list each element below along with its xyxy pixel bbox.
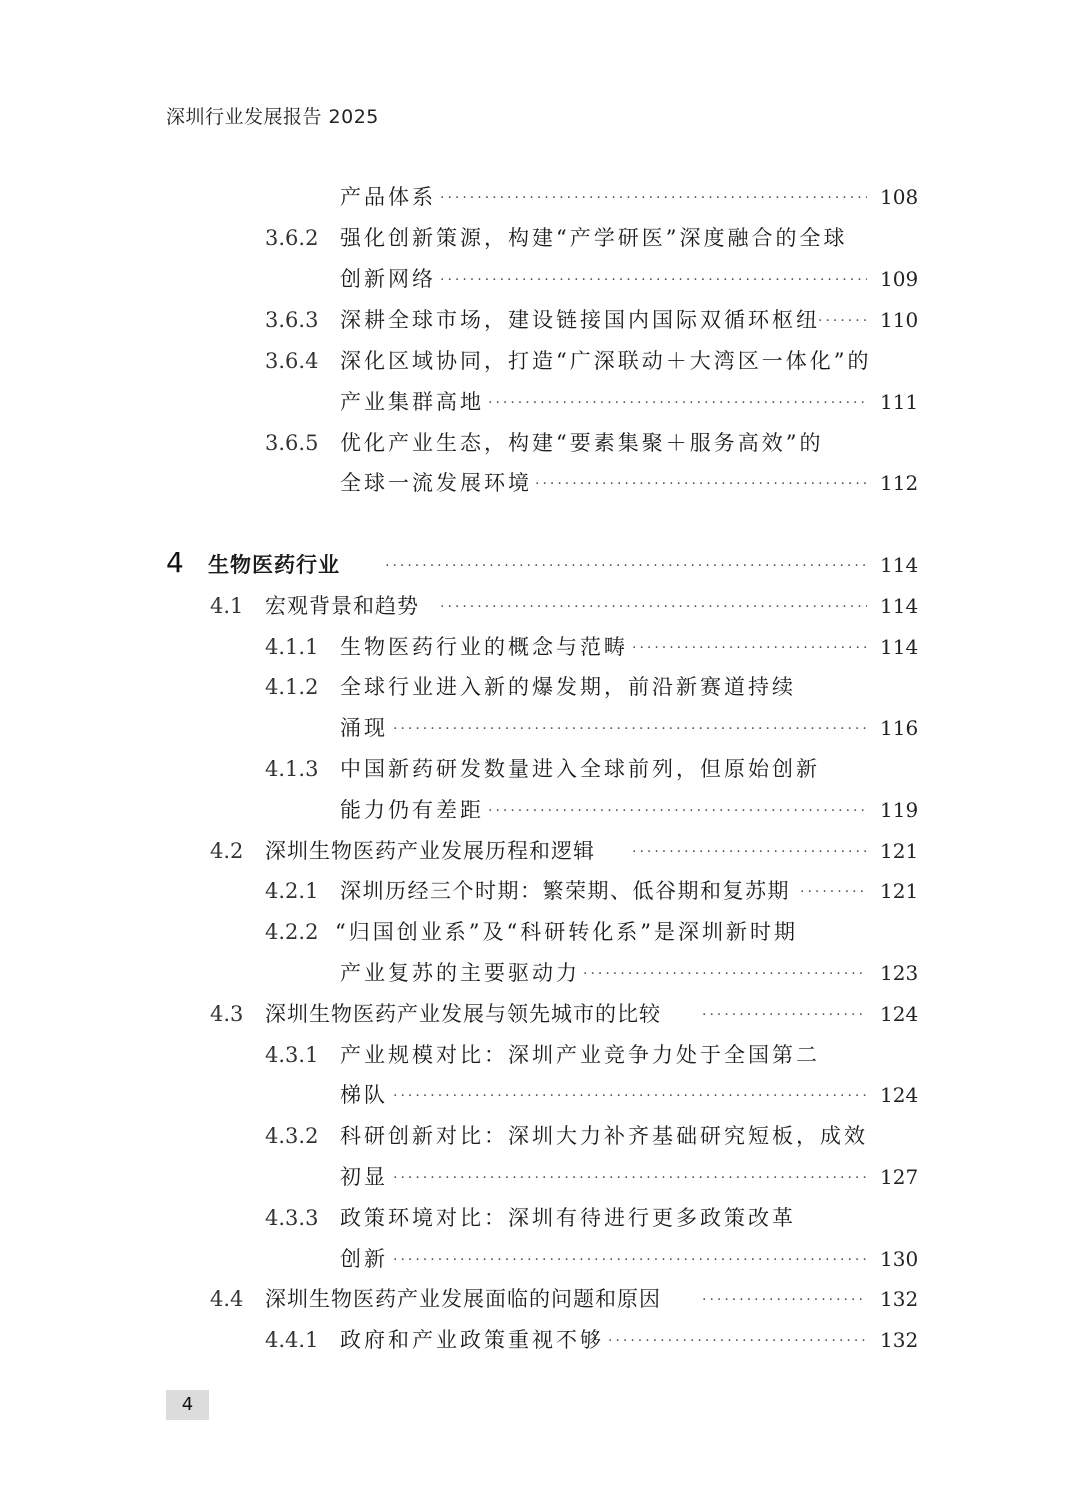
dot-leader — [488, 795, 867, 826]
toc-entry-title: 科研创新对比：深圳大力补齐基础研究短板，成效 — [340, 1124, 868, 1148]
toc-section-number: 4.1.3 — [265, 757, 319, 781]
toc-section-number: 4.2.2 — [265, 920, 319, 944]
toc-section-number: 4.3.1 — [265, 1043, 319, 1067]
toc-entry-continuation — [0, 713, 1080, 743]
toc-entry-title: 宏观背景和趋势 — [265, 594, 419, 618]
toc-chapter-title: 生物医药行业 — [208, 553, 340, 577]
toc-entry-title: 优化产业生态，构建“要素集聚＋服务高效”的 — [340, 431, 824, 455]
toc-entry-3-6-5 — [0, 428, 1080, 458]
toc-entry-title: 产品体系 — [340, 185, 436, 209]
toc-entry-continuation — [0, 1080, 1080, 1110]
toc-page-number: 132 — [880, 1328, 919, 1352]
toc-section-number: 3.6.3 — [265, 308, 319, 332]
toc-entry-4-2-1 — [0, 876, 1080, 906]
toc-entry-continuation — [0, 468, 1080, 498]
dot-leader — [632, 836, 867, 867]
toc-entry-4-2-2 — [0, 917, 1080, 947]
toc-page-number: 111 — [880, 390, 919, 414]
toc-page-number: 123 — [880, 961, 919, 985]
dot-leader — [440, 264, 867, 295]
toc-entry-4-4-1 — [0, 1325, 1080, 1355]
toc-page-number: 108 — [880, 185, 919, 209]
toc-section-4-3 — [0, 999, 1080, 1029]
toc-entry-title: 产业复苏的主要驱动力 — [340, 961, 580, 985]
toc-entry-3-6-3 — [0, 305, 1080, 335]
toc-section-4-2 — [0, 836, 1080, 866]
toc-section-number: 4.4 — [210, 1287, 244, 1311]
toc-page-number: 130 — [880, 1247, 919, 1271]
toc-entry-title: 深圳生物医药产业发展历程和逻辑 — [265, 839, 595, 863]
toc-entry-4-3-2 — [0, 1121, 1080, 1151]
toc-entry — [0, 182, 1080, 212]
toc-chapter-number: 4 — [166, 546, 184, 579]
dot-leader — [818, 305, 867, 336]
toc-page-number: 114 — [880, 635, 919, 659]
toc-entry-title: 初显 — [340, 1165, 388, 1189]
running-header: 深圳行业发展报告 2025 — [166, 106, 379, 128]
toc-entry-3-6-4 — [0, 346, 1080, 376]
toc-section-number: 4.1.1 — [265, 635, 319, 659]
toc-section-number: 3.6.2 — [265, 226, 319, 250]
toc-page-number: 114 — [880, 594, 919, 618]
toc-entry-title: 产业集群高地 — [340, 390, 484, 414]
toc-entry-title: 梯队 — [340, 1083, 388, 1107]
toc-section-number: 4.4.1 — [265, 1328, 319, 1352]
dot-leader — [702, 1284, 867, 1315]
dot-leader — [393, 1244, 867, 1275]
toc-entry-title: 深化区域协同，打造“广深联动＋大湾区一体化”的 — [340, 349, 872, 373]
toc-entry-title: 深耕全球市场，建设链接国内国际双循环枢纽 — [340, 308, 820, 332]
dot-leader — [393, 713, 867, 744]
toc-page-number: 124 — [880, 1002, 919, 1026]
toc-page-number: 127 — [880, 1165, 919, 1189]
toc-entry-title: 创新 — [340, 1247, 388, 1271]
toc-entry-title: 深圳生物医药产业发展面临的问题和原因 — [265, 1287, 661, 1311]
toc-entry-continuation — [0, 1244, 1080, 1274]
toc-entry-4-3-3 — [0, 1203, 1080, 1233]
toc-section-4-4 — [0, 1284, 1080, 1314]
toc-entry-continuation — [0, 387, 1080, 417]
toc-entry-title: 生物医药行业的概念与范畴 — [340, 635, 628, 659]
toc-entry-4-1-2 — [0, 672, 1080, 702]
toc-section-number: 4.1.2 — [265, 675, 319, 699]
toc-entry-title: 能力仍有差距 — [340, 798, 484, 822]
toc-section-number: 4.1 — [210, 594, 244, 618]
toc-entry-continuation — [0, 958, 1080, 988]
dot-leader — [393, 1080, 867, 1111]
toc-page-number: 109 — [880, 267, 919, 291]
dot-leader — [488, 387, 867, 418]
toc-entry-continuation — [0, 264, 1080, 294]
toc-section-number: 3.6.5 — [265, 431, 319, 455]
toc-entry-continuation — [0, 795, 1080, 825]
dot-leader — [702, 999, 867, 1030]
toc-section-number: 4.2.1 — [265, 879, 319, 903]
dot-leader — [632, 632, 867, 663]
toc-section-number: 3.6.4 — [265, 349, 319, 373]
toc-section-4-1 — [0, 591, 1080, 621]
dot-leader — [608, 1325, 867, 1356]
toc-entry-4-3-1 — [0, 1040, 1080, 1070]
dot-leader — [393, 1162, 867, 1193]
toc-page-number: 121 — [880, 879, 919, 903]
toc-page-number: 119 — [880, 798, 919, 822]
dot-leader — [583, 958, 867, 989]
dot-leader — [440, 591, 867, 622]
toc-entry-title: 全球行业进入新的爆发期，前沿新赛道持续 — [340, 675, 796, 699]
toc-entry-3-6-2 — [0, 223, 1080, 253]
dot-leader — [800, 876, 867, 907]
toc-entry-title: 中国新药研发数量进入全球前列，但原始创新 — [340, 757, 820, 781]
toc-entry-title: “归国创业系”及“科研转化系”是深圳新时期 — [335, 920, 798, 944]
dot-leader — [440, 182, 867, 213]
page-number: 4 — [166, 1390, 209, 1420]
dot-leader — [385, 550, 867, 581]
toc-entry-title: 政策环境对比：深圳有待进行更多政策改革 — [340, 1206, 796, 1230]
toc-page-number: 124 — [880, 1083, 919, 1107]
toc-section-number: 4.3 — [210, 1002, 244, 1026]
toc-chapter-4 — [0, 546, 1080, 580]
toc-page-number: 112 — [880, 471, 919, 495]
toc-entry-title: 涌现 — [340, 716, 388, 740]
toc-section-number: 4.3.3 — [265, 1206, 319, 1230]
toc-page-number: 110 — [880, 308, 919, 332]
toc-entry-title: 深圳生物医药产业发展与领先城市的比较 — [265, 1002, 661, 1026]
toc-entry-4-1-3 — [0, 754, 1080, 784]
toc-page-number: 121 — [880, 839, 919, 863]
toc-entry-title: 全球一流发展环境 — [340, 471, 532, 495]
toc-entry-title: 政府和产业政策重视不够 — [340, 1328, 604, 1352]
toc-entry-title: 强化创新策源，构建“产学研医”深度融合的全球 — [340, 226, 848, 250]
dot-leader — [535, 468, 867, 499]
toc-section-number: 4.2 — [210, 839, 244, 863]
toc-page-number: 114 — [880, 553, 919, 577]
toc-entry-title: 创新网络 — [340, 267, 436, 291]
toc-page-number: 116 — [880, 716, 919, 740]
toc-entry-title: 产业规模对比：深圳产业竞争力处于全国第二 — [340, 1043, 820, 1067]
toc-section-number: 4.3.2 — [265, 1124, 319, 1148]
toc-entry-continuation — [0, 1162, 1080, 1192]
toc-entry-4-1-1 — [0, 632, 1080, 662]
toc-entry-title: 深圳历经三个时期：繁荣期、低谷期和复苏期 — [340, 879, 790, 903]
toc-page-number: 132 — [880, 1287, 919, 1311]
